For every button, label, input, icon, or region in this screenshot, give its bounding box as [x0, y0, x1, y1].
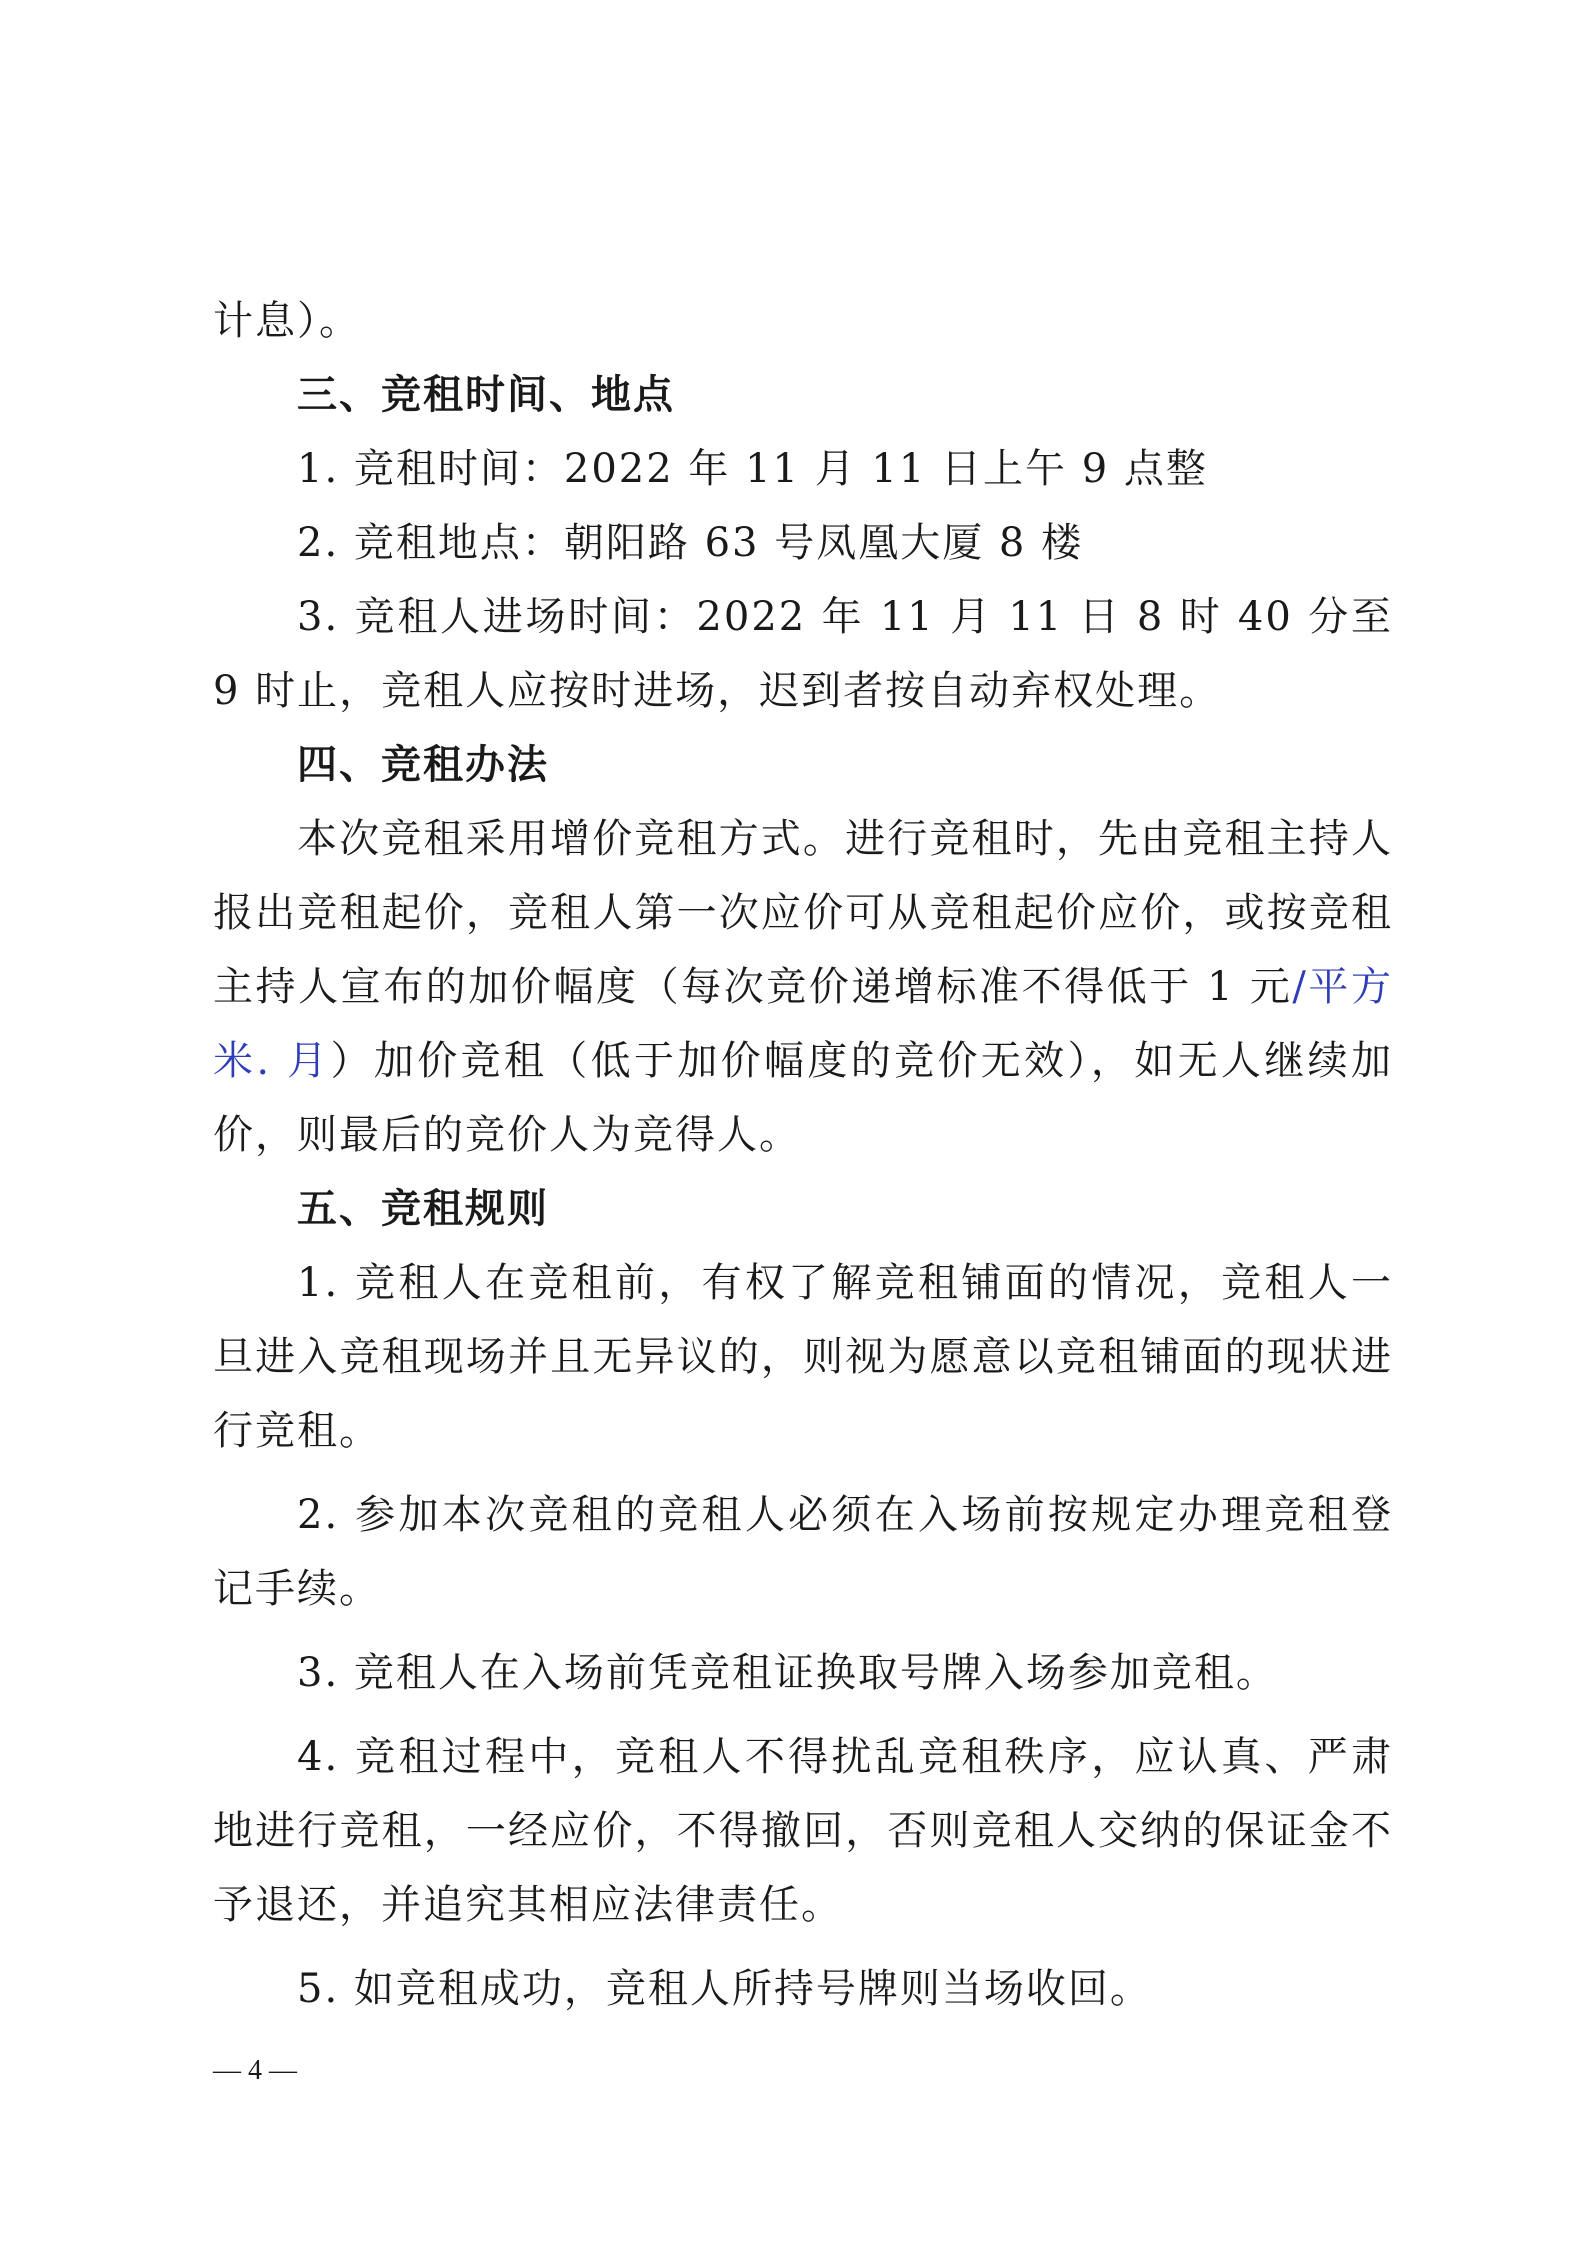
paragraph-continuation: 计息）。 [213, 298, 361, 344]
rule-2: 2. 参加本次竞租的竞租人必须在入场前按规定办理竞租登记手续。 [213, 1492, 1393, 1612]
document-body [213, 284, 1393, 2026]
paragraph-bid-method [213, 802, 1393, 1172]
rule-4: 4. 竞租过程中，竞租人不得扰乱竞租秩序，应认真、严肃地进行竞租，一经应价，不得撤回，否则竞租人交纳的保证金不予退还，并追究其相应法律责任。 [213, 1734, 1393, 1928]
item-bid-location: 2. 竞租地点：朝阳路 63 号凤凰大厦 8 楼 [297, 520, 1084, 566]
section-heading-method: 四、竞租办法 [297, 742, 549, 788]
bid-method-text-a: 本次竞租采用增价竞租方式。进行竞租时，先由竞租主持人报出竞租起价，竞租人第一次应价可从竞租起价应价，或按竞租主持人宣布的加价幅度（每次竞价递增标准不得低于 1 元 [213, 816, 1393, 1010]
page-number: — 4 — [213, 2055, 297, 2086]
rule-1: 1. 竞租人在竞租前，有权了解竞租铺面的情况，竞租人一旦进入竞租现场并且无异议的，则视为愿意以竞租铺面的现状进行竞租。 [213, 1260, 1393, 1454]
item-bid-time: 1. 竞租时间：2022 年 11 月 11 日上午 9 点整 [297, 446, 1208, 492]
section-heading-rules: 五、竞租规则 [297, 1186, 549, 1232]
section-heading-time-place: 三、竞租时间、地点 [297, 372, 675, 418]
rule-3: 3. 竞租人在入场前凭竞租证换取号牌入场参加竞租。 [297, 1650, 1278, 1696]
rule-5: 5. 如竞租成功，竞租人所持号牌则当场收回。 [297, 1966, 1152, 2012]
bid-method-text-b: ）加价竞租（低于加价幅度的竞价无效），如无人继续加价，则最后的竞价人为竞得人。 [213, 1038, 1393, 1158]
unit-link[interactable]: /平方米. 月 [213, 964, 1393, 1084]
item-entry-time: 3. 竞租人进场时间：2022 年 11 月 11 日 8 时 40 分至 9 时止，竞租人应按时进场，迟到者按自动弃权处理。 [213, 594, 1393, 714]
